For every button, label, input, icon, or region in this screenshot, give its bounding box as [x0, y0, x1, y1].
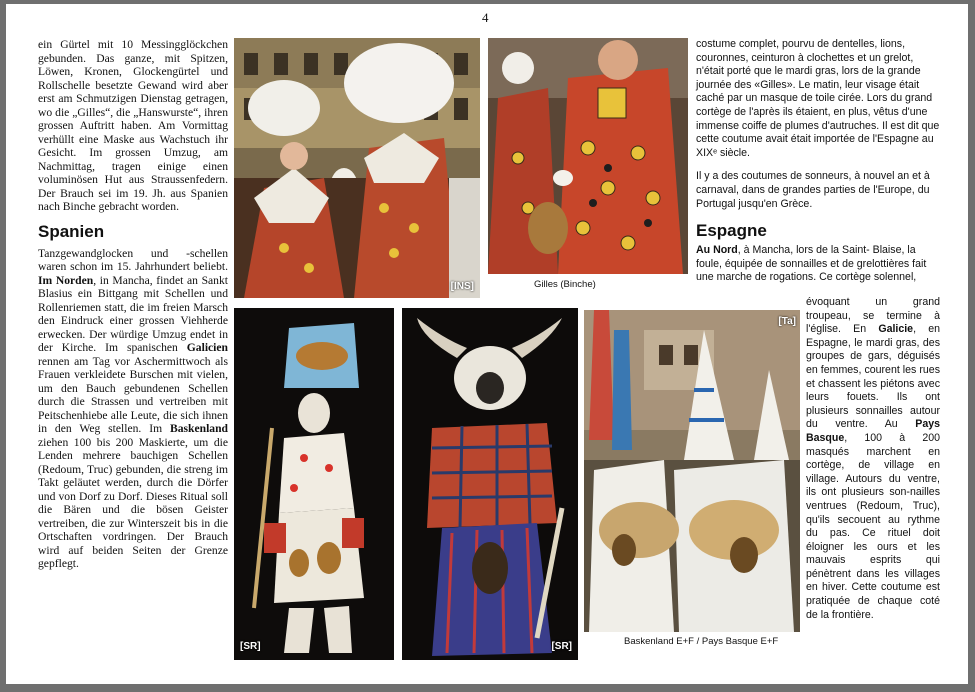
french-intro: costume complet, pourvu de dentelles, lions, couronnes, ceinturon à clochettes et un grelot, n'était porté que le mardi gras, lors de la grande journée des «Gilles». Le matin, leur visage était caché par un masque de toile cirée. Lors du grand cortège de l'après ils étaient, en plus, vêtus d'une immense coiffe de plumes d'autruches. Il est dit que cette coutume avait était importée de l'Espagne au XIXᵉ siècle. [696, 38, 940, 159]
french-p3: , à Mancha, lors de la Saint- Blaise, la foule, équipée de sonnailles et de grelottières fait une marche de rogations. Ce cortège solennel, [696, 244, 927, 284]
german-paragraph [38, 247, 228, 571]
photo-credit-sr-2: [SR] [551, 641, 572, 652]
german-p2-bold: Im Norden [38, 273, 94, 287]
german-p3: rennen am Tag vor Aschermittwoch als Frauen verkleidete Burschen mit vielen, um den Bauch gebundenen Schellen durch die Strassen und vertreiben mit Peitschenhiebe alle Leute, die sich ihnen in den Weg stellen. Im [38, 354, 228, 435]
german-p4-bold: Baskenland [170, 422, 228, 435]
photo-gilles-costume [488, 38, 688, 274]
caption-basque: Baskenland E+F / Pays Basque E+F [624, 636, 779, 647]
photo-horned-mask [402, 308, 578, 660]
french-paragraph-3 [696, 244, 940, 285]
french-column [696, 38, 940, 295]
document-page [6, 4, 968, 684]
german-heading-spanien: Spanien [38, 221, 105, 241]
caption-gilles: Gilles (Binche) [534, 279, 596, 290]
french-column-continued [806, 296, 940, 622]
photo-basque-procession [584, 310, 800, 632]
german-p4: ziehen 100 bis 200 Maskierte, um die Lenden mehrere bauchigen Schellen (Redoum, Truc) gebunden, die streng im Takt geläutet werden, durch die Dörfer und von Dorf zu Dorf. Dieses Ritual soll die Bären und die bösen Geister vertreiben, die zur Winterszeit bis in die Ortschaften vordringen. Der Brauch wird auf beiden Seiten der Grenze gepflegt. [38, 435, 228, 570]
french-paragraph-2: Il y a des coutumes de sonneurs, à nouvel an et à carnaval, dans de grandes parties de l'Europe, du Portugal jusqu'en Grèce. [696, 170, 930, 210]
page-number: 4 [482, 10, 489, 25]
french-p5: , 100 à 200 masqués marchent en cortège, de village en village. Autours du ventre, ils ont plusieurs son-nailles ventrues (Redoum, Truc), qu'ils secouent au rythme du pas. Ce rituel doit éloigner les ours et les mauvais esprits qui pénètrent dans les villages en hiver. Cette coutume est pratiquée de chaque coté de la frontière. [806, 431, 940, 621]
photo-credit-sr-1: [SR] [240, 641, 261, 652]
photo-binche-parade [234, 38, 480, 298]
german-p2: , in Mancha, findet an Sankt Blasius ein Bittgang mit Schellen und Rollenriemen statt, die im freien Marsch den Eindruck einer grossen Viehherde erwecken. Der würdige Umzug endet in der Kirche. Im spanischen [38, 273, 228, 354]
german-column [38, 38, 228, 571]
french-p4: évoquant un grand troupeau, se termine à l'église. En [806, 296, 940, 336]
photo-credit-ins: [INS] [450, 281, 474, 292]
french-p3-bold: Au Nord [696, 244, 738, 257]
french-p5-bold: Pays Basque [806, 418, 940, 444]
german-p3-bold: Galicien [186, 341, 228, 354]
german-p1: Tanzgewandglocken und -schellen waren schon im 15. Jahrhundert beliebt. [38, 246, 228, 273]
french-heading-espagne: Espagne [696, 221, 767, 241]
german-intro: ein Gürtel mit 10 Messingglöckchen gebunden. Das ganze, mit Spitzen, Löwen, Kronen, Glockengürtel und Rollschelle besetzte Gewand wird aber erst am Schmutzigen Dienstag getragen, wo die „Gilles“, die „Hanswurste“, ihren grossen Auftritt haben. Am Vormittag verhüllt eine Maske aus Wachstuch ihr Gesicht. Im grossen Umzug, am Nachmittag, tragen einige einen voluminösen Hut aus Straussenfedern. Der Brauch sei im 19. Jh. aus Spanien nach Binche gebracht worden. [38, 38, 228, 213]
french-p4b: , en Espagne, le mardi gras, des groupes de gars, déguisés en femmes, courent les rues et chassent les piétons avec leurs fouets. Ils ont plusieurs sonnailles autour du ventre. Au [806, 323, 940, 431]
photo-galicia-dancer [234, 308, 394, 660]
photo-credit-ta: [Ta] [778, 316, 796, 327]
french-p4-bold: Galicie [878, 323, 914, 336]
